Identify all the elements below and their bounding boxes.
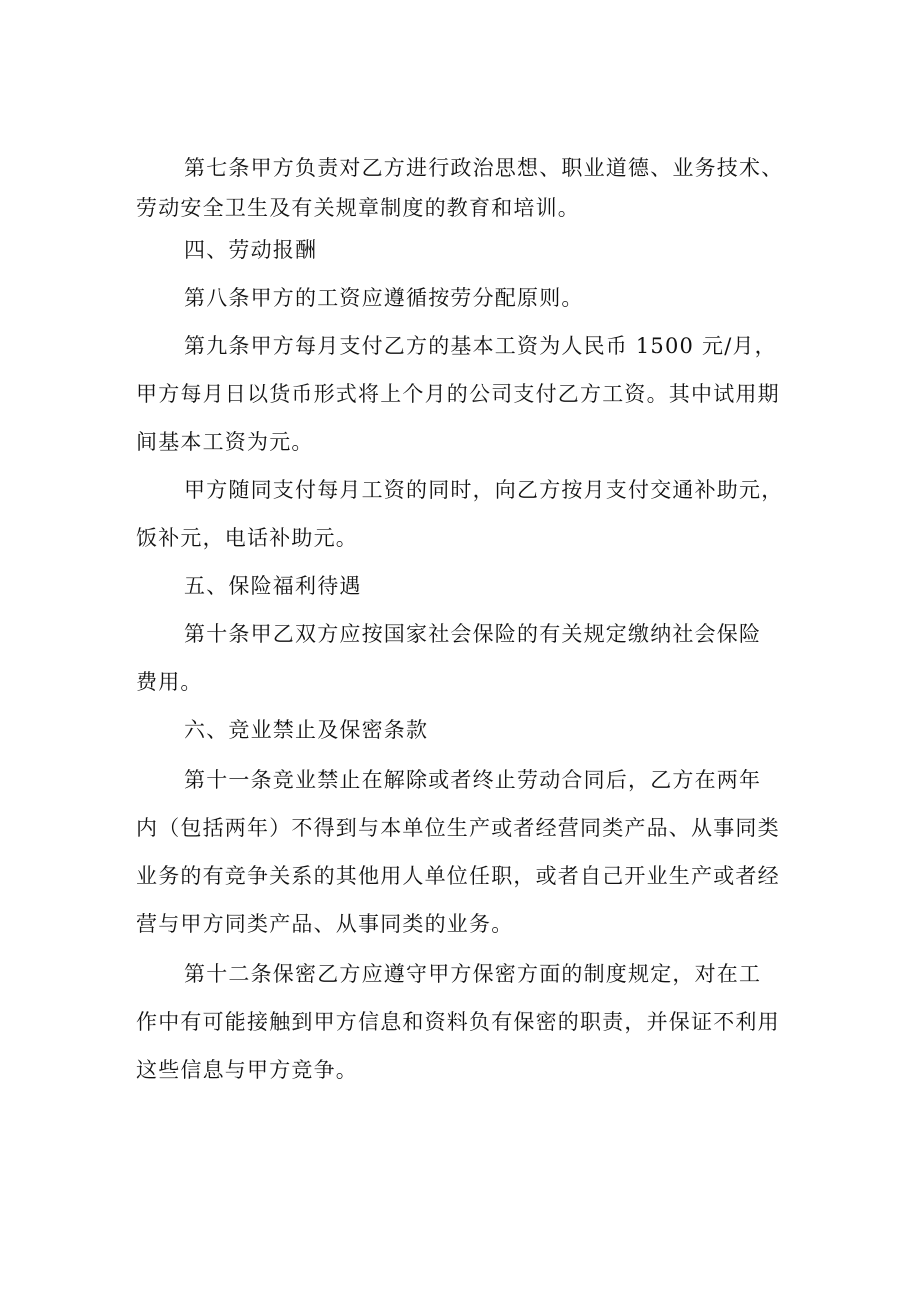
article-12-line-3: 这些信息与甲方竞争。 — [136, 1058, 358, 1082]
article-11-line-3: 业务的有竞争关系的其他用人单位任职，或者自己开业生产或者经 — [136, 864, 780, 888]
article-7-line-1: 第七条甲方负责对乙方进行政治思想、职业道德、业务技术、 — [184, 156, 784, 180]
allowance-line-2: 饭补元，电话补助元。 — [136, 526, 358, 550]
article-11-line-1: 第十一条竞业禁止在解除或者终止劳动合同后，乙方在两年 — [184, 768, 762, 792]
article-12-line-1: 第十二条保密乙方应遵守甲方保密方面的制度规定，对在工 — [184, 962, 762, 986]
article-10-line-1: 第十条甲乙双方应按国家社会保险的有关规定缴纳社会保险 — [184, 622, 762, 646]
article-11-line-4: 营与甲方同类产品、从事同类的业务。 — [136, 912, 514, 936]
article-10-line-2: 费用。 — [136, 670, 203, 694]
article-11-line-2: 内（包括两年）不得到与本单位生产或者经营同类产品、从事同类 — [136, 816, 780, 840]
section-6-heading: 六、竞业禁止及保密条款 — [184, 718, 429, 742]
article-9-line-1: 第九条甲方每月支付乙方的基本工资为人民币 1500 元/月， — [184, 334, 777, 358]
section-4-heading: 四、劳动报酬 — [184, 238, 318, 262]
article-9-line-3: 间基本工资为元。 — [136, 430, 314, 454]
article-8-line-1: 第八条甲方的工资应遵循按劳分配原则。 — [184, 286, 584, 310]
article-7-line-2: 劳动安全卫生及有关规章制度的教育和培训。 — [136, 196, 580, 220]
article-12-line-2: 作中有可能接触到甲方信息和资料负有保密的职责，并保证不利用 — [136, 1010, 780, 1034]
article-9-line-2: 甲方每月日以货币形式将上个月的公司支付乙方工资。其中试用期 — [136, 382, 780, 406]
allowance-line-1: 甲方随同支付每月工资的同时，向乙方按月支付交通补助元， — [184, 478, 784, 502]
section-5-heading: 五、保险福利待遇 — [184, 574, 362, 598]
